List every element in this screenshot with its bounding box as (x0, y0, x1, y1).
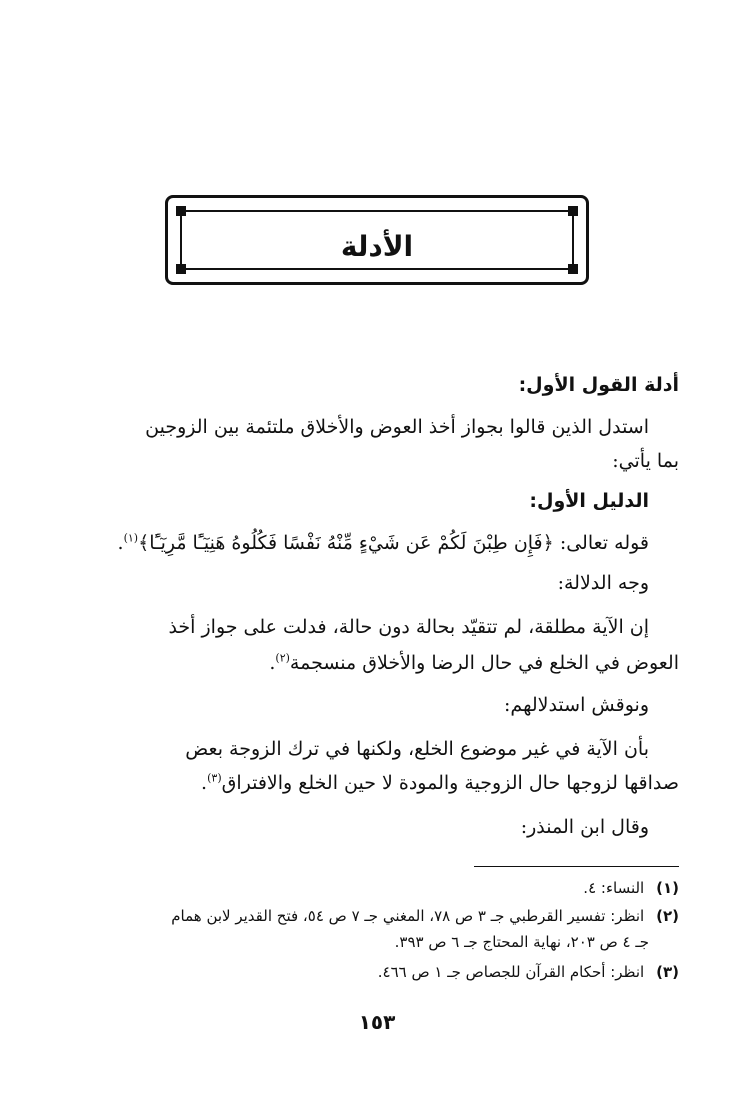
indication-line-2 (75, 648, 679, 678)
footnote-text: انظر: تفسير القرطبي جـ ٣ ص ٧٨، المغني جـ ٧ ص ٥٤، فتح القدير لابن همام (171, 907, 645, 925)
verse-text: قوله تعالى: ﴿فَإِن طِبْنَ لَكُمْ عَن شَيْءٍ مِّنْهُ نَفْسًا فَكُلُوهُ هَنِيٓـًٔا مَّرِيٓـًٔا﴾ (138, 532, 649, 554)
intro-line-1: استدل الذين قالوا بجواز أخذ العوض والأخلاق ملتئمة بين الزوجين (145, 416, 649, 438)
footnote-1 (75, 876, 679, 900)
objection-text: صداقها لزوجها حال الزوجية والمودة لا حين الخلع والافتراق (221, 772, 679, 794)
indication-label: وجه الدلالة: (557, 572, 649, 594)
footnote-ref-3: (٣) (207, 771, 222, 785)
frame-corner-ornament (568, 206, 578, 216)
verse-line (75, 528, 649, 558)
footnote-2-continued: جـ ٤ ص ٢٠٣، نهاية المحتاج جـ ٦ ص ٣٩٣. (394, 933, 649, 951)
footnote-2 (75, 904, 679, 928)
objection-label: ونوقش استدلالهم: (504, 694, 649, 716)
footnote-text: انظر: أحكام القرآن للجصاص جـ ١ ص ٤٦٦. (377, 963, 645, 981)
indication-suffix: . (269, 652, 276, 674)
ibn-mundhir-line: وقال ابن المنذر: (520, 816, 649, 838)
footnote-3 (75, 960, 679, 984)
footnote-number: (٣) (656, 963, 679, 981)
verse-suffix: . (117, 532, 124, 554)
footnote-text: النساء: ٤. (583, 879, 645, 897)
frame-corner-ornament (568, 264, 578, 274)
evidence-heading: الدليل الأول: (529, 490, 649, 512)
intro-line-2: بما يأتي: (612, 450, 679, 472)
objection-suffix: . (201, 772, 208, 794)
footnote-separator (474, 866, 679, 867)
objection-line-1: بأن الآية في غير موضوع الخلع، ولكنها في ترك الزوجة بعض (185, 738, 649, 760)
footnote-ref-1: (١) (123, 531, 139, 545)
indication-line-1: إن الآية مطلقة، لم تتقيّد بحالة دون حالة، فدلت على جواز أخذ (168, 616, 649, 638)
title-inner-border (180, 210, 574, 270)
footnote-ref-2: (٢) (275, 651, 290, 665)
frame-corner-ornament (176, 206, 186, 216)
objection-line-2 (75, 768, 679, 798)
section-heading: أدلة القول الأول: (518, 374, 679, 396)
footnote-number: (١) (656, 879, 679, 897)
footnote-number: (٢) (656, 907, 679, 925)
indication-text: العوض في الخلع في حال الرضا والأخلاق منسجمة (289, 652, 679, 674)
title-frame (165, 195, 589, 285)
page-title: الأدلة (340, 230, 414, 263)
page-number: ١٥٣ (358, 1010, 396, 1034)
frame-corner-ornament (176, 264, 186, 274)
